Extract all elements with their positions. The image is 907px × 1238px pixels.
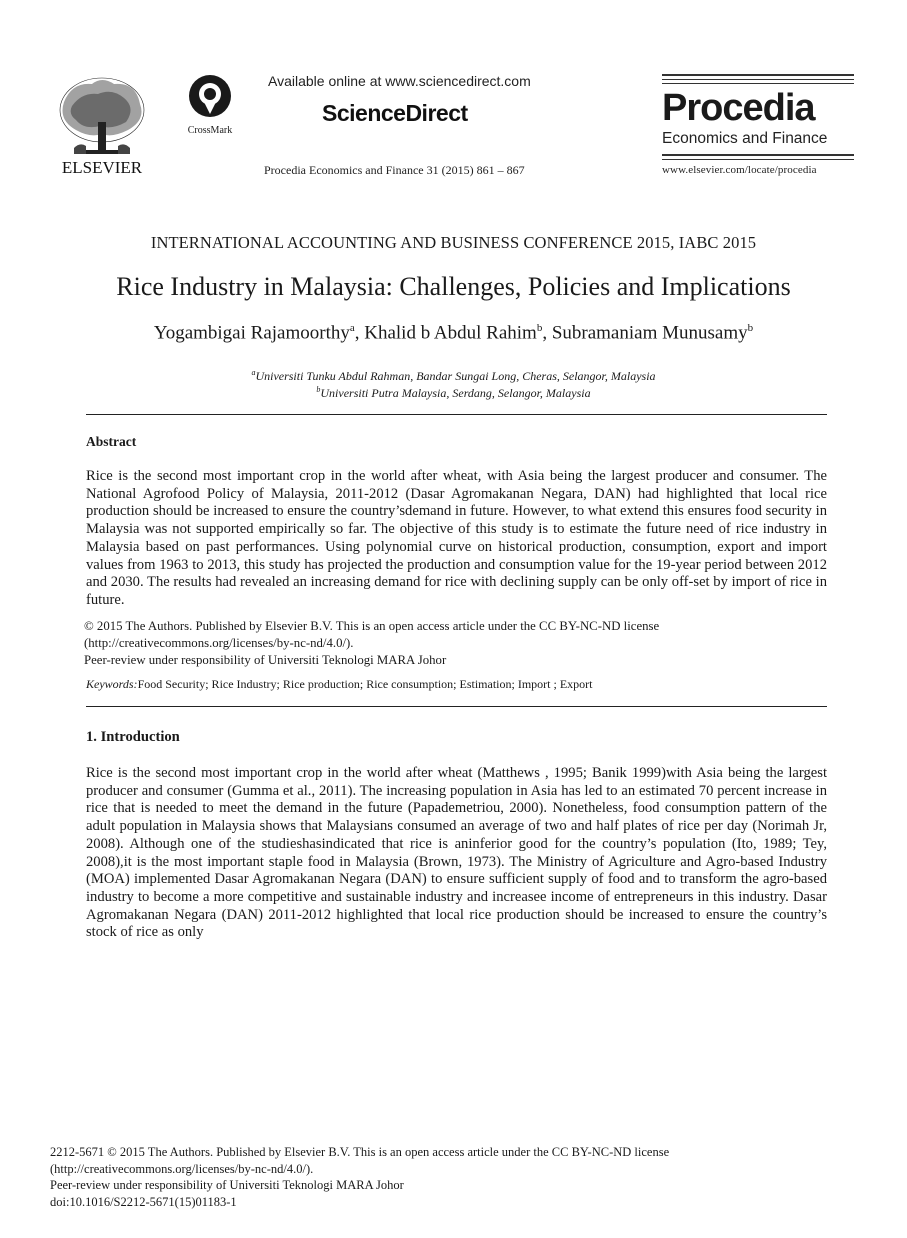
- keywords-list: Food Security; Rice Industry; Rice production; Rice consumption; Estimation; Import ; Export: [137, 677, 593, 691]
- author-separator: ,: [354, 322, 365, 344]
- crossmark-badge[interactable]: [178, 74, 242, 134]
- masthead-rule: [662, 74, 854, 76]
- abstract-text: Rice is the second most important crop in the world after wheat, with Asia being the largest producer and consumer. The National Agrofood Policy of Malaysia, 2011-2012 (Dasar Agromakanan Negara, DAN) had highlighted that local rice production should be increased to ensure the country’sdemand in future. However, to what extend this ensures food security in Malaysia was not supported empirically so far. The objective of this study is to estimate the future need of rice industry in Malaysia based on past performances. Using polynomial curve on historical production, consumption, export and import values from 1963 to 2013, this study has projected the production and consumption value for the 19-year period between 2012 and 2030. The results had revealed an increasing demand for rice with declining supply can be only off-set by import of rice in future.: [86, 468, 827, 608]
- license-statement: © 2015 The Authors. Published by Elsevier B.V. This is an open access article under the CC BY-NC-ND license: [84, 619, 660, 633]
- available-online-text: Available online at www.sciencedirect.com: [268, 73, 531, 89]
- journal-reference: Procedia Economics and Finance 31 (2015) 861 – 867: [264, 163, 525, 177]
- keywords-label: Keywords:: [86, 677, 138, 691]
- elsevier-tree-icon: [52, 72, 152, 180]
- masthead-rule: [662, 159, 854, 160]
- conference-name: INTERNATIONAL ACCOUNTING AND BUSINESS CONFERENCE 2015, IABC 2015: [150, 233, 757, 252]
- journal-url[interactable]: www.elsevier.com/locate/procedia: [662, 164, 817, 176]
- affiliation-text: Universiti Tunku Abdul Rahman, Bandar Sungai Long, Cheras, Selangor, Malaysia: [255, 369, 656, 383]
- affiliation: [0, 368, 907, 384]
- author-name: Subramaniam Munusamy: [551, 322, 748, 344]
- page-footer: [50, 1144, 669, 1210]
- affiliation-mark: b: [316, 385, 321, 394]
- crossmark-icon: [188, 74, 232, 118]
- introduction-text: Rice is the second most important crop in the world after wheat (Matthews , 1995; Banik 1999)with Asia being the largest producer and consumer (Gumma et al., 2011). The increasing population in Asia has led to an estimated 70 percent increase in rice that is needed to meet the demand in the future (Papademetriou, 2000). Nonetheless, food consumption pattern of the adult population in Malaysia shows that Malaysians consumed an average of two and half plates of rice per day (Norimah Jr, 2008). Although one of the studieshasindicated that rice is aninferior good for the country’s population (Ito, 1989; Tey, 2008),it is the most important staple food in Malaysia (Brown, 1973). The Ministry of Agriculture and Agro-based Industry (MOA) implemented Dasar Agromakanan Negara (DAN) to ensure sufficient supply of food and to transform the agro-based industry to become a more competitive and sustainable industry and increasee income of entrepreneurs in this industry. Dasar Agromakanan Negara (DAN) 2011-2012 highlighted that local rice production should be increased to ensure the country’s stock of rice as only: [86, 765, 827, 941]
- author-name: Khalid b Abdul Rahim: [364, 322, 537, 344]
- masthead-rule: [662, 83, 854, 84]
- masthead-rule: [662, 154, 854, 156]
- affiliation-mark: a: [251, 368, 256, 377]
- license-link[interactable]: (http://creativecommons.org/licenses/by-nc-nd/4.0/).: [84, 636, 354, 650]
- affiliation-text: Universiti Putra Malaysia, Serdang, Selangor, Malaysia: [320, 386, 591, 400]
- masthead-rule: [662, 79, 854, 80]
- elsevier-logo: [52, 72, 152, 180]
- keywords: [86, 677, 593, 692]
- author-affiliation-mark: a: [349, 322, 355, 334]
- author-separator: ,: [542, 322, 552, 344]
- introduction-heading: 1. Introduction: [86, 729, 180, 745]
- journal-name: Procedia: [662, 87, 815, 129]
- footer-peer-review: Peer-review under responsibility of Universiti Teknologi MARA Johor: [50, 1178, 404, 1192]
- paper-title: Rice Industry in Malaysia: Challenges, Policies and Implications: [116, 272, 791, 301]
- svg-text:ELSEVIER: ELSEVIER: [61, 158, 143, 177]
- author-name: Yogambigai Rajamoorthy: [153, 322, 350, 344]
- section-divider: [86, 414, 827, 415]
- journal-masthead: [662, 74, 854, 176]
- footer-license-link[interactable]: (http://creativecommons.org/licenses/by-nc-nd/4.0/).: [50, 1161, 314, 1176]
- author-list: [0, 322, 907, 344]
- footer-license: 2212-5671 © 2015 The Authors. Published by Elsevier B.V. This is an open access article under the CC BY-NC-ND license: [50, 1145, 670, 1159]
- sciencedirect-wordmark[interactable]: ScienceDirect: [322, 100, 468, 126]
- author-affiliation-mark: b: [536, 322, 543, 334]
- abstract-heading: Abstract: [86, 434, 137, 449]
- section-divider: [86, 706, 827, 707]
- crossmark-label: CrossMark: [187, 125, 233, 136]
- affiliation: [0, 385, 907, 401]
- journal-subtitle: Economics and Finance: [662, 130, 828, 147]
- footer-doi[interactable]: doi:10.1016/S2212-5671(15)01183-1: [50, 1194, 237, 1209]
- peer-review-statement: Peer-review under responsibility of Universiti Teknologi MARA Johor: [84, 653, 447, 667]
- author-affiliation-mark: b: [747, 322, 754, 334]
